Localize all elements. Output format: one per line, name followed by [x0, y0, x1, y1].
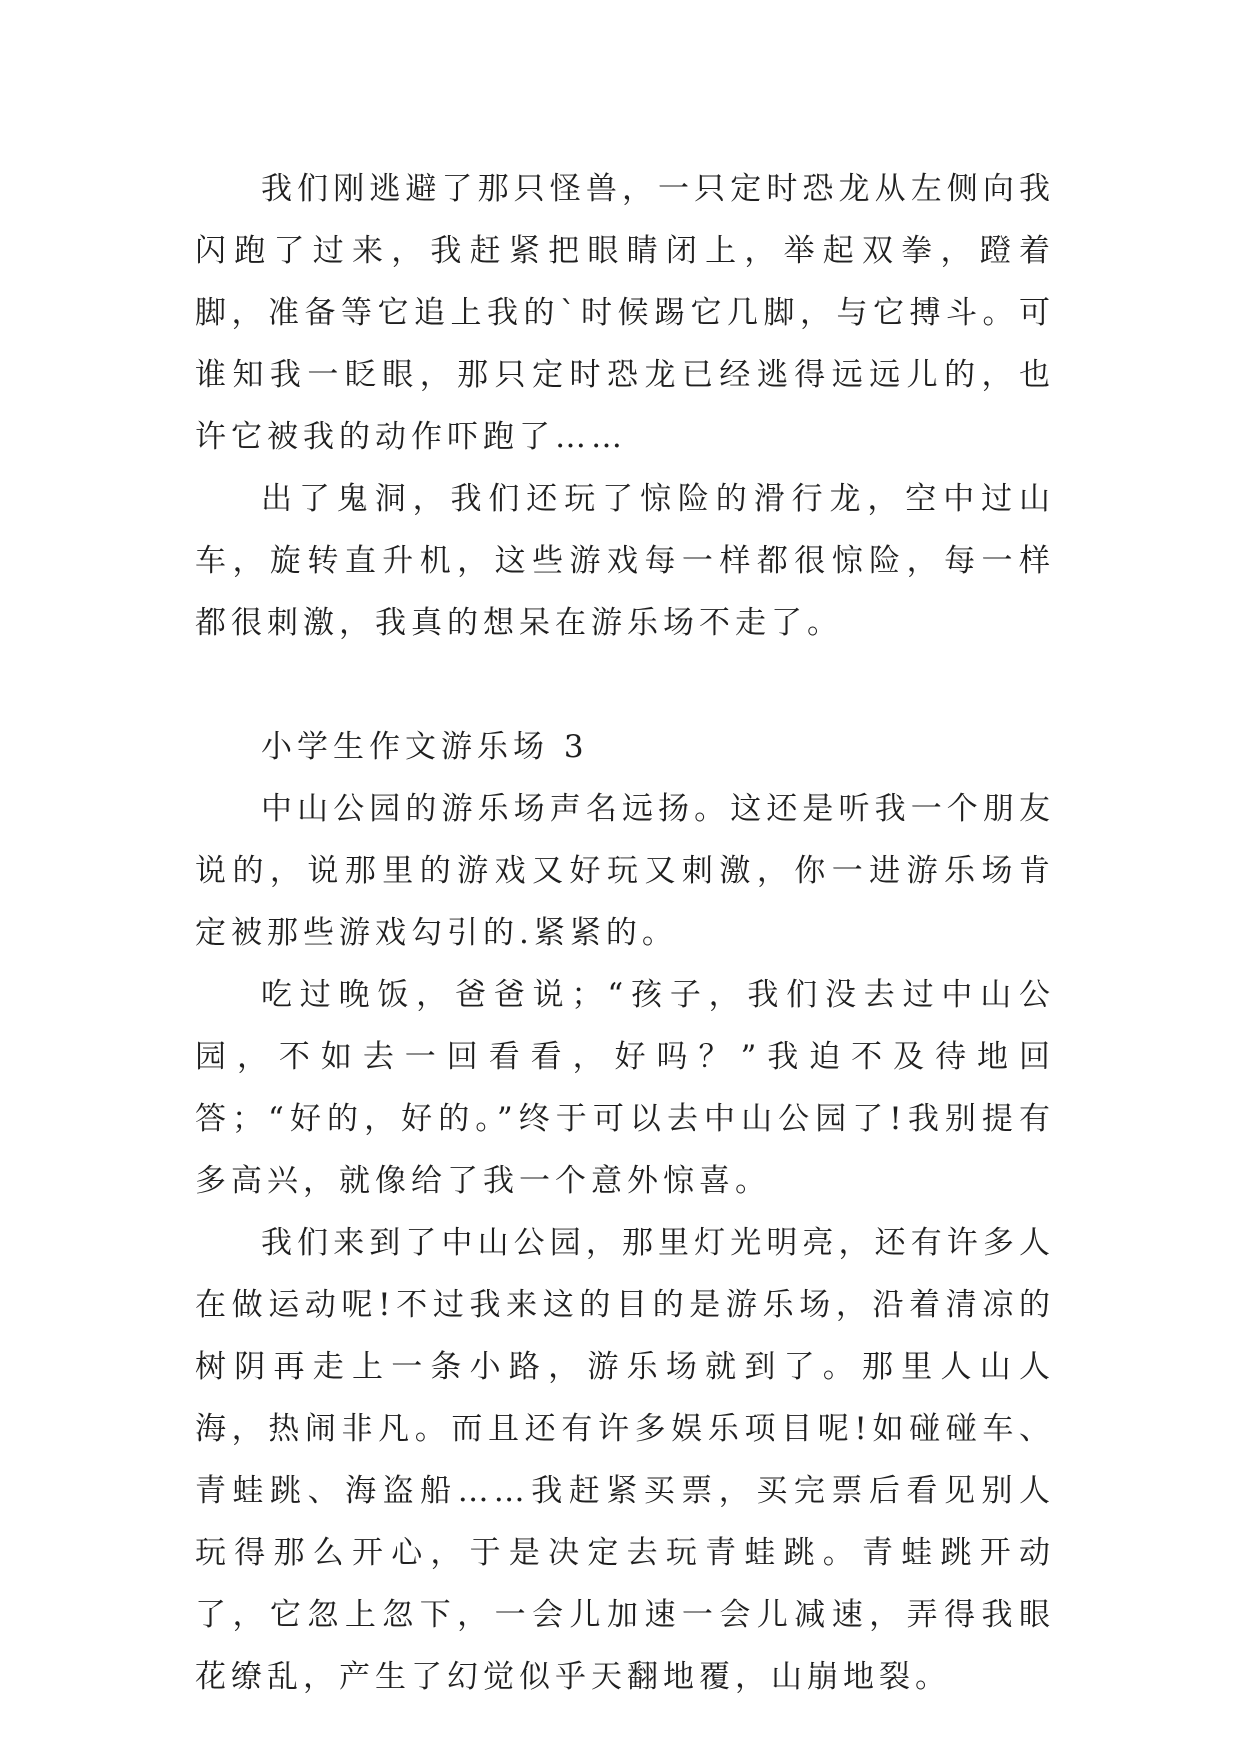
paragraph-rides: 出了鬼洞，我们还玩了惊险的滑行龙，空中过山车，旋转直升机，这些游戏每一样都很惊险，每一样都很刺激，我真的想呆在游乐场不走了。 [195, 481, 1055, 641]
paragraph-intro: 中山公园的游乐场声名远扬。这还是听我一个朋友说的，说那里的游戏又好玩又刺激，你一进游乐场肯定被那些游戏勾引的.紧紧的。 [195, 791, 1055, 951]
section-title: 小学生作文游乐场 3 [261, 729, 589, 765]
section-spacer [195, 654, 1055, 716]
paragraph-park: 我们来到了中山公园，那里灯光明亮，还有许多人在做运动呢!不过我来这的目的是游乐场，沿着清凉的树阴再走上一条小路，游乐场就到了。那里人山人海，热闹非凡。而且还有许多娱乐项目呢!如碰碰车、青蛙跳、海盗船……我赶紧买票，买完票后看见别人玩得那么开心，于是决定去玩青蛙跳。青蛙跳开动了，它忽上忽下，一会儿加速一会儿减速，弄得我眼花缭乱，产生了幻觉似乎天翻地覆，山崩地裂。 [195, 1225, 1055, 1695]
paragraph-dinosaur: 我们刚逃避了那只怪兽，一只定时恐龙从左侧向我闪跑了过来，我赶紧把眼睛闭上，举起双拳，蹬着脚，准备等它追上我的`时候踢它几脚，与它搏斗。可谁知我一眨眼，那只定时恐龙已经逃得远远儿的，也许它被我的动作吓跑了…… [195, 171, 1055, 455]
paragraph-dinner: 吃过晚饭，爸爸说；“孩子，我们没去过中山公园，不如去一回看看，好吗？”我迫不及待地回答；“好的，好的。”终于可以去中山公园了!我别提有多高兴，就像给了我一个意外惊喜。 [195, 977, 1055, 1199]
document-body [195, 158, 1055, 1708]
